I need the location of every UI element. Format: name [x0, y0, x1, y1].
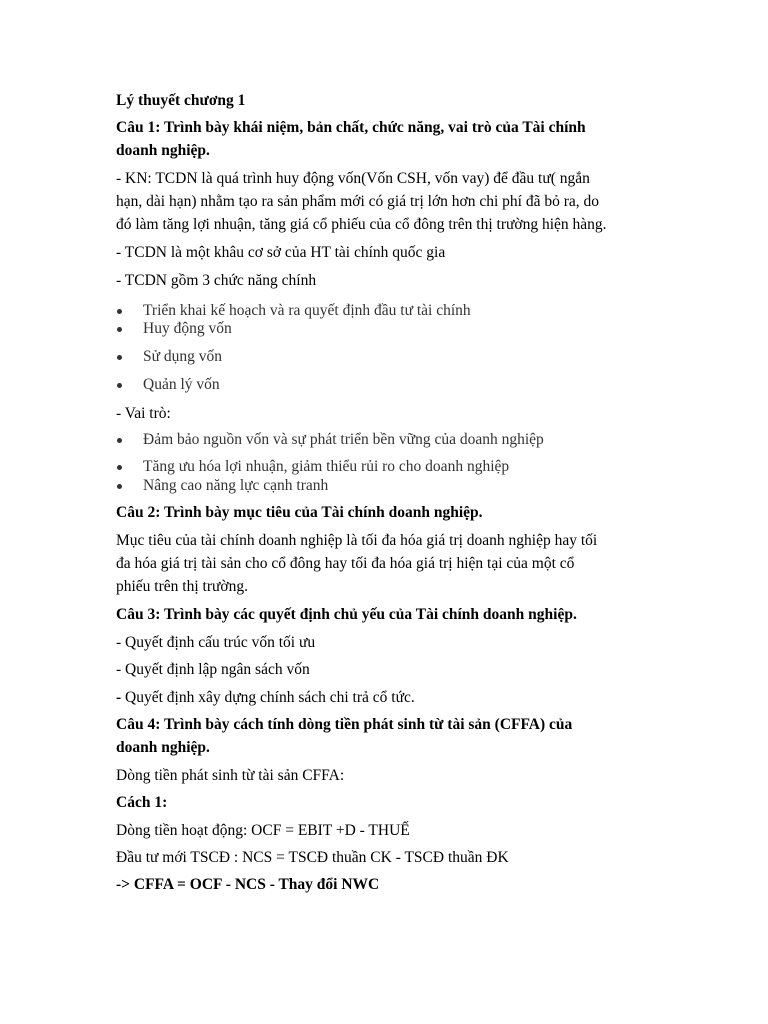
document-page: Lý thuyết chương 1 Câu 1: Trình bày khái niệm, bản chất, chức năng, vai trò của Tài chính doanh nghiệp. - KN: TCDN là quá trình huy động vốn(Vốn CSH, vốn vay) để đầu tư( ngắn hạn, dài hạn) nhằm tạo ra sản phẩm mới có giá trị lớn hơn chi phí đã bỏ ra, do đó làm tăng lợi nhuận, tăng giá cổ phiếu của cổ đông trên thị trường hiện hàng. - TCDN là một khâu cơ sở của HT tài chính quốc gia - TCDN gồm 3 chức năng chính Triển khai kế hoạch và ra quyết định đầu tư tài chính Huy động vốn Sử dụng vốn Quản lý vốn - Vai trò: Đảm bảo nguồn vốn và sự phát triển bền vững của doanh nghiệp Tăng ưu hóa lợi nhuận, giảm thiểu rủi ro cho doanh nghiệp Nâng cao năng lực cạnh tranh Câu 2: Trình bày mục tiêu của Tài chính doanh nghiệp. Mục tiêu của tài chính doanh nghiệp là tối đa hóa giá trị doanh nghiệp hay tối đa hóa giá trị tài sản cho cổ đông hay tối đa hóa giá trị hiện tại của một cổ phiếu trên thị trường. Câu 3: Trình bày các quyết định chủ yếu của Tài chính doanh nghiệp. - Quyết định cấu trúc vốn tối ưu - Quyết định lập ngân sách vốn - Quyết định xây dựng chính sách chi trả cổ tức. Câu 4: Trình bày cách tính dòng tiền phát sinh từ tài sản (CFFA) của doanh nghiệp. Dòng tiền phát sinh từ tài sản CFFA: Cách 1: Dòng tiền hoạt động: OCF = EBIT +D - THUẾ Đầu tư mới TSCĐ : NCS = TSCĐ thuần CK - TSCĐ thuần ĐK -> CFFA = OCF - NCS - Thay đổi NWC	[0, 0, 768, 1024]
q1-definition-line-3: đó làm tăng lợi nhuận, tăng giá cổ phiếu của cổ đông trên thị trường hiện hàng.	[116, 216, 607, 233]
q1-paragraph-2: - TCDN là một khâu cơ sở của HT tài chính quốc gia	[116, 244, 446, 261]
q2-line-3: phiếu trên thị trường.	[116, 578, 248, 595]
q1-heading-line-2: doanh nghiệp.	[116, 142, 210, 159]
bullet-icon	[117, 309, 122, 314]
bullet-icon	[117, 383, 122, 388]
bullet-icon	[117, 484, 122, 489]
q3-item-text: Quyết định xây dựng chính sách chi trả cổ tức.	[125, 689, 415, 706]
q3-item: - Quyết định cấu trúc vốn tối ưu	[116, 634, 316, 651]
q2-line-2: đa hóa giá trị tài sản cho cổ đông hay tối đa hóa giá trị hiện tại của một cổ	[116, 555, 575, 572]
q3-item	[116, 686, 658, 709]
chapter-title: Lý thuyết chương 1	[116, 92, 246, 109]
q4-ncs-formula: Đầu tư mới TSCĐ : NCS = TSCĐ thuần CK - TSCĐ thuần ĐK	[116, 849, 509, 866]
q4-cffa-formula: -> CFFA = OCF - NCS - Thay đổi NWC	[116, 876, 380, 893]
q4-method-label: Cách 1:	[116, 794, 168, 811]
q3-item: - Quyết định lập ngân sách vốn	[116, 661, 310, 678]
q1-paragraph-3: - TCDN gồm 3 chức năng chính	[116, 272, 317, 289]
q2-heading: Câu 2: Trình bày mục tiêu của Tài chính doanh nghiệp.	[116, 504, 483, 521]
q1-definition-line-2: hạn, dài hạn) nhằm tạo ra sản phẩm mới có giá trị lớn hơn chi phí đã bỏ ra, do	[116, 193, 600, 210]
q4-heading-line-1: Câu 4: Trình bày cách tính dòng tiền phát sinh từ tài sản (CFFA) của	[116, 716, 573, 733]
q2-line-1: Mục tiêu của tài chính doanh nghiệp là tối đa hóa giá trị doanh nghiệp hay tối	[116, 532, 598, 549]
bullet-icon	[117, 438, 122, 443]
q3-heading: Câu 3: Trình bày các quyết định chủ yếu của Tài chính doanh nghiệp.	[116, 606, 577, 623]
q4-heading-line-2: doanh nghiệp.	[116, 739, 210, 756]
q1-heading-line-1: Câu 1: Trình bày khái niệm, bản chất, chức năng, vai trò của Tài chính	[116, 119, 586, 136]
bullet-icon	[117, 327, 122, 332]
q4-intro: Dòng tiền phát sinh từ tài sản CFFA:	[116, 767, 345, 784]
roles-label: - Vai trò:	[116, 405, 171, 422]
q1-definition-line-1: - KN: TCDN là quá trình huy động vốn(Vốn CSH, vốn vay) để đầu tư( ngắn	[116, 170, 590, 187]
q3-item-dash: -	[116, 689, 126, 706]
bullet-icon	[117, 355, 122, 360]
q4-ocf-formula: Dòng tiền hoạt động: OCF = EBIT +D - THUẾ	[116, 822, 410, 839]
bullet-icon	[117, 465, 122, 470]
